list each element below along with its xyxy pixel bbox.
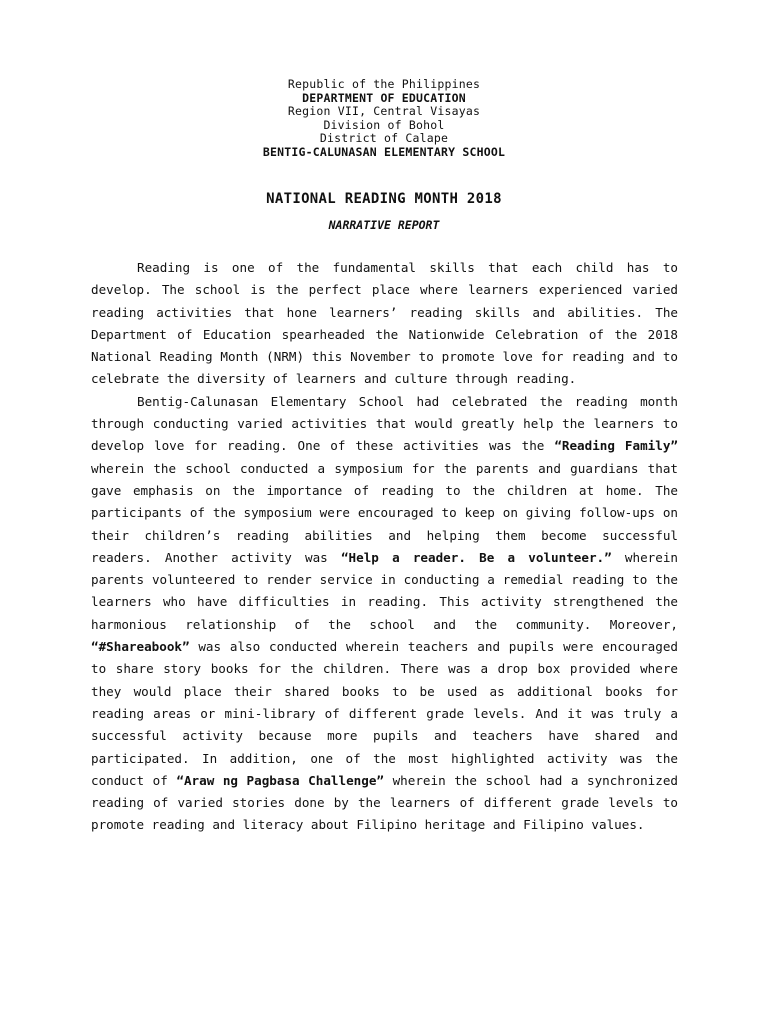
activity-help-a-reader: “Help a reader. Be a volunteer.”	[340, 549, 612, 565]
activity-shareabook: “#Shareabook”	[91, 639, 190, 655]
letterhead-school: BENTIG-CALUNASAN ELEMENTARY SCHOOL	[262, 144, 506, 159]
activity-araw-ng-pagbasa: “Araw ng Pagbasa Challenge”	[176, 772, 385, 788]
paragraph-2-text-5: wherein the school had a synchronized reading of varied stories done by the learners of different grade levels to promote reading and literacy about Filipino heritage and Filipino values.	[91, 772, 678, 833]
letterhead-department: DEPARTMENT OF EDUCATION	[302, 90, 466, 105]
paragraph-2-text-3: wherein parents volunteered to render service in conducting a remedial reading to the learners who have difficulties in reading. This activity strengthened the harmonious relationship of the school and the community. Moreover,	[91, 549, 678, 632]
letterhead-district: District of Calape	[319, 131, 449, 146]
letterhead-region: Region VII, Central Visayas	[287, 104, 481, 119]
paragraph-1: Reading is one of the fundamental skills that each child has to develop. The school is the perfect place where learners experienced varied reading activities that hone learners’ reading skills and abilities. The Department of Education spearheaded the Nationwide Celebration of the 2018 National Reading Month (NRM) this November to promote love for reading and to celebrate the diversity of learners and culture through reading.	[91, 260, 678, 387]
activity-reading-family: “Reading Family”	[554, 438, 678, 454]
document-subtitle: NARRATIVE REPORT	[328, 218, 440, 232]
paragraph-2-text-4: was also conducted wherein teachers and pupils were encouraged to share story books for the children. There was a drop box provided where they would place their shared books to be used as additional books for reading areas or mini-library of different grade levels. And it was truly a successful activity because more pupils and teachers have shared and participated. In addition, one of the most highlighted activity was the conduct of	[91, 639, 678, 788]
paragraph-2-text-2: wherein the school conducted a symposium for the parents and guardians that gave emphasis on the importance of reading to the children at home. The participants of the symposium were encouraged to keep on giving follow-ups on their children’s reading abilities and helping them become successful readers. Another activity was	[91, 460, 678, 565]
report-body	[91, 257, 678, 837]
letterhead-country: Republic of the Philippines	[287, 77, 481, 91]
paragraph-2-text-1: Bentig-Calunasan Elementary School had celebrated the reading month through conducting varied activities that would greatly help the learners to develop love for reading. One of these activities was the	[91, 393, 678, 454]
letterhead-division: Division of Bohol	[323, 117, 445, 132]
paragraph-2	[91, 391, 678, 837]
letterhead	[0, 78, 768, 160]
document-title: NATIONAL READING MONTH 2018	[266, 191, 502, 207]
